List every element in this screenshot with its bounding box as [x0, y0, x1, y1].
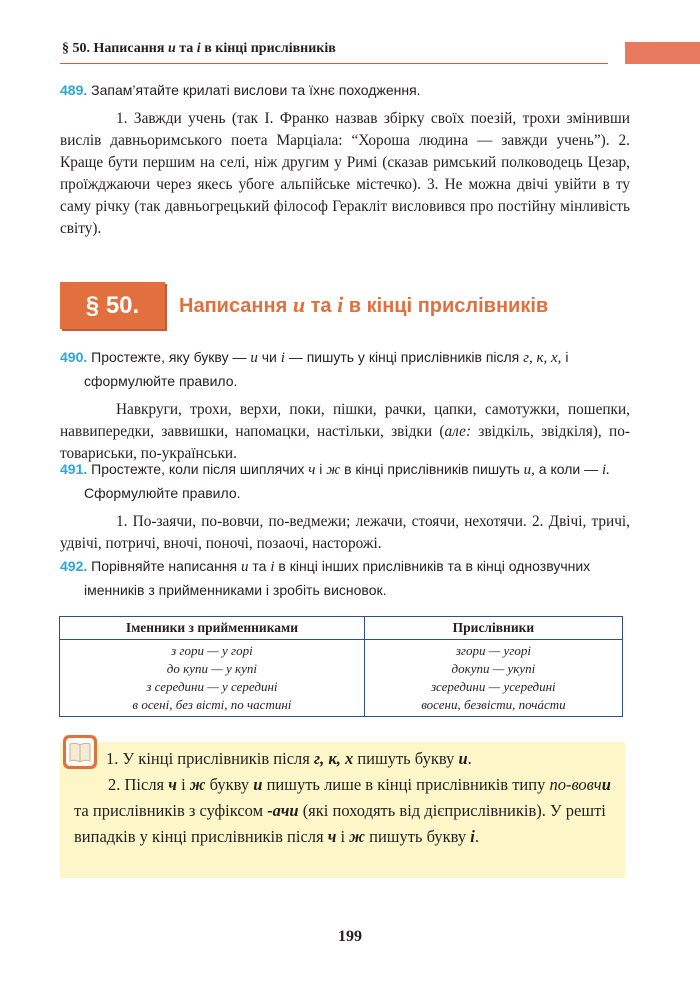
table-cell: зсередини — усередині	[364, 678, 622, 696]
paragraph-number: § 50.	[60, 282, 165, 329]
table-cell: восени, безвісти, почáсти	[364, 696, 622, 717]
paragraph-title: Написання и та і в кінці прислівників	[179, 292, 549, 317]
comparison-table	[59, 616, 623, 717]
exercise-text: Навкруги, трохи, верхи, поки, пішки, рачки, цапки, самотужки, пошепки, наввипередки, заввишки, напомацки, настільки, звідки (але: звідкіль, звідкіля), по-товариськи, по-українськи.	[60, 401, 630, 462]
table-cell: з середини — у середині	[60, 678, 365, 696]
table-cell: з гори — у горі	[60, 640, 365, 661]
header-rule	[60, 63, 608, 64]
table-cell: до купи — у купі	[60, 660, 365, 678]
table-header-row	[60, 617, 623, 640]
table-row	[60, 696, 623, 717]
table-cell: згори — угорі	[364, 640, 622, 661]
exercise-492: 492. Порівняйте написання и та і в кінці інших прислівників та в кінці однозвучних іменників з прийменниками і зробіть висновок.	[60, 558, 591, 598]
exercise-491: 491. Простежте, коли після шиплячих ч і ж в кінці прислівників пишуть и, а коли — і. Сформулюйте правило. 1. По-заячи, по-вовчи, по-ведмежи; лежачи, стоячи, нехотячи. 2. Двічі, тричі, удвічі, потричі, вночі, поночі, позаочі, насторожі.	[60, 458, 630, 555]
exercise-text: 1. Завжди учень (так І. Франко назвав збірку своїх поезій, трохи змінивши вислів давньоримського поета Марціала: “Хороша людина — завжди учень”). 2. Краще бути першим на селі, ніж другим у Римі (сказав римський полководець Цезар, проїжджаючи через якесь убоге альпійське містечко). 3. Не можна двічі увійти в ту саму річку (так давньогрецький філософ Геракліт висловився про постійну мінливість світу).	[60, 110, 630, 237]
exercise-489: 489. Запам’ятайте крилаті вислови та їхнє походження. 1. Завжди учень (так І. Франко назвав збірку своїх поезій, трохи змінивши вислів давньоримського поета Марціала: “Хороша людина — завжди учень”). 2. Краще бути першим на селі, ніж другим у Римі (сказав римський полководець Цезар, проїжджаючи через якесь убоге альпійське містечко). 3. Не можна двічі увійти в ту саму річку (так давньогрецький філософ Геракліт висловився про постійну мінливість світу).	[60, 79, 630, 240]
table-header: Іменники з прийменниками	[60, 617, 365, 640]
table-cell: в осені, без вісті, по частині	[60, 696, 365, 717]
table-row	[60, 640, 623, 661]
table-row	[60, 660, 623, 678]
running-head: § 50. Написання и та і в кінці прислівників	[62, 41, 336, 56]
exercise-number: 492.	[60, 558, 88, 574]
rule-paragraph-2: 2. Після ч і ж букву и пишуть лише в кінці прислівників типу по-вовчи та прислівників з суфіксом -ачи (які походять від дієприслівників). У решті випадків у кінці прислівників після ч і ж пишуть букву і.	[74, 775, 611, 846]
header-tab	[625, 42, 700, 64]
rule-paragraph-1: 1. У кінці прислівників після г, к, х пишуть букву и.	[106, 749, 472, 768]
rule-text	[74, 746, 612, 850]
exercise-number: 489.	[60, 82, 88, 98]
exercise-number: 491.	[60, 461, 88, 477]
exercise-490: 490. Простежте, яку букву — и чи і — пишуть у кінці прислівників після г, к, х, і сформулюйте правило. Навкруги, трохи, верхи, поки, пішки, рачки, цапки, самотужки, пошепки, наввипередки, заввишки, напомацки, настільки, звідки (але: звідкіль, звідкіля), по-товариськи, по-українськи.	[60, 346, 630, 465]
exercise-number: 490.	[60, 349, 88, 365]
table-row	[60, 678, 623, 696]
exercise-text: 1. По-заячи, по-вовчи, по-ведмежи; лежачи, стоячи, нехотячи. 2. Двічі, тричі, удвічі, потричі, вночі, поночі, позаочі, насторожі.	[60, 513, 630, 552]
table-header: Прислівники	[364, 617, 622, 640]
table-cell: докупи — укупі	[364, 660, 622, 678]
page-number: 199	[338, 928, 362, 945]
